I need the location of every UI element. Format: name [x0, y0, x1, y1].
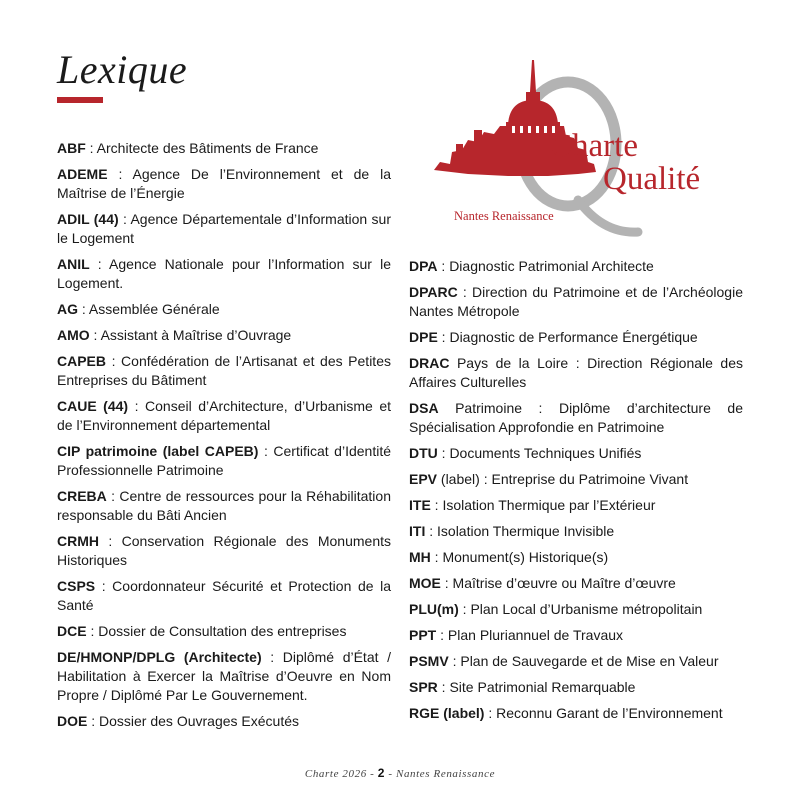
glossary-entry [57, 255, 391, 293]
glossary-definition: : Reconnu Garant de l’Environnement [484, 705, 723, 721]
glossary-abbreviation: AG [57, 301, 78, 317]
glossary-entry [409, 257, 743, 276]
glossary-definition: : Agence De l’Environnement et de la Maîtrise de l’Énergie [57, 166, 391, 201]
footer-right: - Nantes Renaissance [385, 768, 496, 780]
glossary-definition: : Coordonnateur Sécurité et Protection de la Santé [57, 578, 391, 613]
glossary-entry [57, 622, 391, 641]
glossary-definition: : Direction du Patrimoine et de l’Archéologie Nantes Métropole [409, 284, 743, 319]
glossary-definition: : Conservation Régionale des Monuments Historiques [57, 533, 391, 568]
glossary-abbreviation: DPARC [409, 284, 458, 300]
glossary-abbreviation: MH [409, 549, 431, 565]
glossary-entry [57, 139, 391, 158]
page-number: 2 [377, 766, 386, 780]
glossary-abbreviation: RGE (label) [409, 705, 485, 721]
glossary-definition: : Isolation Thermique par l’Extérieur [430, 497, 656, 513]
glossary-abbreviation: DOE [57, 713, 88, 729]
glossary-definition: : Site Patrimonial Remarquable [437, 679, 636, 695]
glossary-entry [409, 496, 743, 515]
glossary-entry [57, 648, 391, 705]
glossary-entry [409, 328, 743, 347]
glossary-entry [409, 444, 743, 463]
logo-line1: Charte [550, 128, 638, 164]
glossary-abbreviation: ITE [409, 497, 431, 513]
glossary-entry [409, 678, 743, 697]
glossary-definition: : Plan de Sauvegarde et de Mise en Valeur [448, 653, 719, 669]
glossary-entry [409, 652, 743, 671]
glossary-abbreviation: CIP patrimoine (label CAPEB) [57, 443, 259, 459]
footer-left: Charte 2026 - [304, 768, 378, 780]
glossary-entry [409, 574, 743, 593]
glossary-abbreviation: ADEME [57, 166, 108, 182]
glossary-entry [409, 704, 743, 723]
glossary-definition: (label) : Entreprise du Patrimoine Vivant [437, 471, 689, 487]
glossary-definition: Pays de la Loire : Direction Régionale des Affaires Culturelles [409, 355, 743, 390]
glossary-definition: : Documents Techniques Unifiés [437, 445, 642, 461]
glossary-definition: : Monument(s) Historique(s) [430, 549, 609, 565]
glossary-left-column [57, 139, 391, 738]
glossary-definition: : Maîtrise d’œuvre ou Maître d’œuvre [440, 575, 676, 591]
glossary-entry [57, 165, 391, 203]
glossary-definition: : Plan Local d’Urbanisme métropolitain [458, 601, 703, 617]
glossary-entry [409, 470, 743, 489]
glossary-entry [409, 600, 743, 619]
glossary-abbreviation: CAPEB [57, 353, 107, 369]
glossary-definition: : Diagnostic de Performance Énergétique [437, 329, 698, 345]
glossary-definition: : Centre de ressources pour la Réhabilitation responsable du Bâti Ancien [57, 488, 391, 523]
glossary-definition: : Dossier des Ouvrages Exécutés [87, 713, 299, 729]
page-title: Lexique [57, 47, 188, 92]
glossary-definition: : Dossier de Consultation des entreprises [86, 623, 347, 639]
glossary-entry [57, 397, 391, 435]
glossary-abbreviation: DE/HMONP/DPLG (Architecte) [57, 649, 262, 665]
glossary-entry [409, 548, 743, 567]
glossary-definition: : Isolation Thermique Invisible [425, 523, 615, 539]
glossary-abbreviation: CREBA [57, 488, 107, 504]
glossary-entry [409, 626, 743, 645]
glossary-definition: : Architecte des Bâtiments de France [85, 140, 319, 156]
glossary-abbreviation: CSPS [57, 578, 96, 594]
glossary-definition: Patrimoine : Diplôme d’architecture de Spécialisation Approfondie en Patrimoine [409, 400, 743, 435]
glossary-definition: : Plan Pluriannuel de Travaux [436, 627, 624, 643]
glossary-abbreviation: DCE [57, 623, 87, 639]
glossary-abbreviation: DSA [409, 400, 439, 416]
glossary-abbreviation: ANIL [57, 256, 90, 272]
glossary-abbreviation: MOE [409, 575, 441, 591]
logo-line2: Qualité [603, 161, 701, 197]
glossary-abbreviation: PPT [409, 627, 437, 643]
glossary-entry [409, 522, 743, 541]
glossary-entry [57, 487, 391, 525]
glossary-definition: : Agence Nationale pour l’Information sur le Logement. [57, 256, 391, 291]
glossary-entry [57, 210, 391, 248]
glossary-definition: : Confédération de l’Artisanat et des Petites Entreprises du Bâtiment [57, 353, 391, 388]
glossary-definition: : Diplômé d’État / Habilitation à Exercer la Maîtrise d’Oeuvre en Nom Propre / Diplômé Par Le Gouvernement. [57, 649, 391, 703]
glossary-entry [57, 352, 391, 390]
glossary-definition: : Conseil d’Architecture, d’Urbanisme et de l’Environnement départemental [57, 398, 391, 433]
glossary-abbreviation: PLU(m) [409, 601, 459, 617]
logo-subtitle: Nantes Renaissance [454, 209, 554, 223]
glossary-definition: : Assistant à Maîtrise d’Ouvrage [89, 327, 292, 343]
glossary-entry [57, 326, 391, 345]
glossary-entry [57, 712, 391, 731]
glossary-entry [409, 283, 743, 321]
glossary-right-column [409, 257, 743, 730]
glossary-entry [409, 354, 743, 392]
glossary-definition: : Diagnostic Patrimonial Architecte [437, 258, 654, 274]
glossary-abbreviation: AMO [57, 327, 90, 343]
glossary-entry [57, 532, 391, 570]
glossary-abbreviation: ABF [57, 140, 86, 156]
glossary-abbreviation: CAUE (44) [57, 398, 129, 414]
glossary-abbreviation: DRAC [409, 355, 450, 371]
glossary-definition: : Agence Départementale d’Information sur le Logement [57, 211, 391, 246]
glossary-abbreviation: ADIL (44) [57, 211, 119, 227]
charte-qualite-logo [428, 52, 728, 242]
glossary-entry [409, 399, 743, 437]
glossary-abbreviation: SPR [409, 679, 438, 695]
glossary-definition: : Assemblée Générale [78, 301, 220, 317]
glossary-abbreviation: DPE [409, 329, 438, 345]
glossary-abbreviation: ITI [409, 523, 426, 539]
glossary-abbreviation: CRMH [57, 533, 99, 549]
page-footer [0, 766, 800, 780]
glossary-abbreviation: PSMV [409, 653, 449, 669]
glossary-entry [57, 577, 391, 615]
glossary-abbreviation: EPV [409, 471, 438, 487]
glossary-entry [57, 442, 391, 480]
glossary-abbreviation: DTU [409, 445, 438, 461]
glossary-abbreviation: DPA [409, 258, 438, 274]
title-underline [57, 97, 103, 103]
glossary-entry [57, 300, 391, 319]
glossary-definition: : Certificat d’Identité Professionnelle Patrimoine [57, 443, 391, 478]
